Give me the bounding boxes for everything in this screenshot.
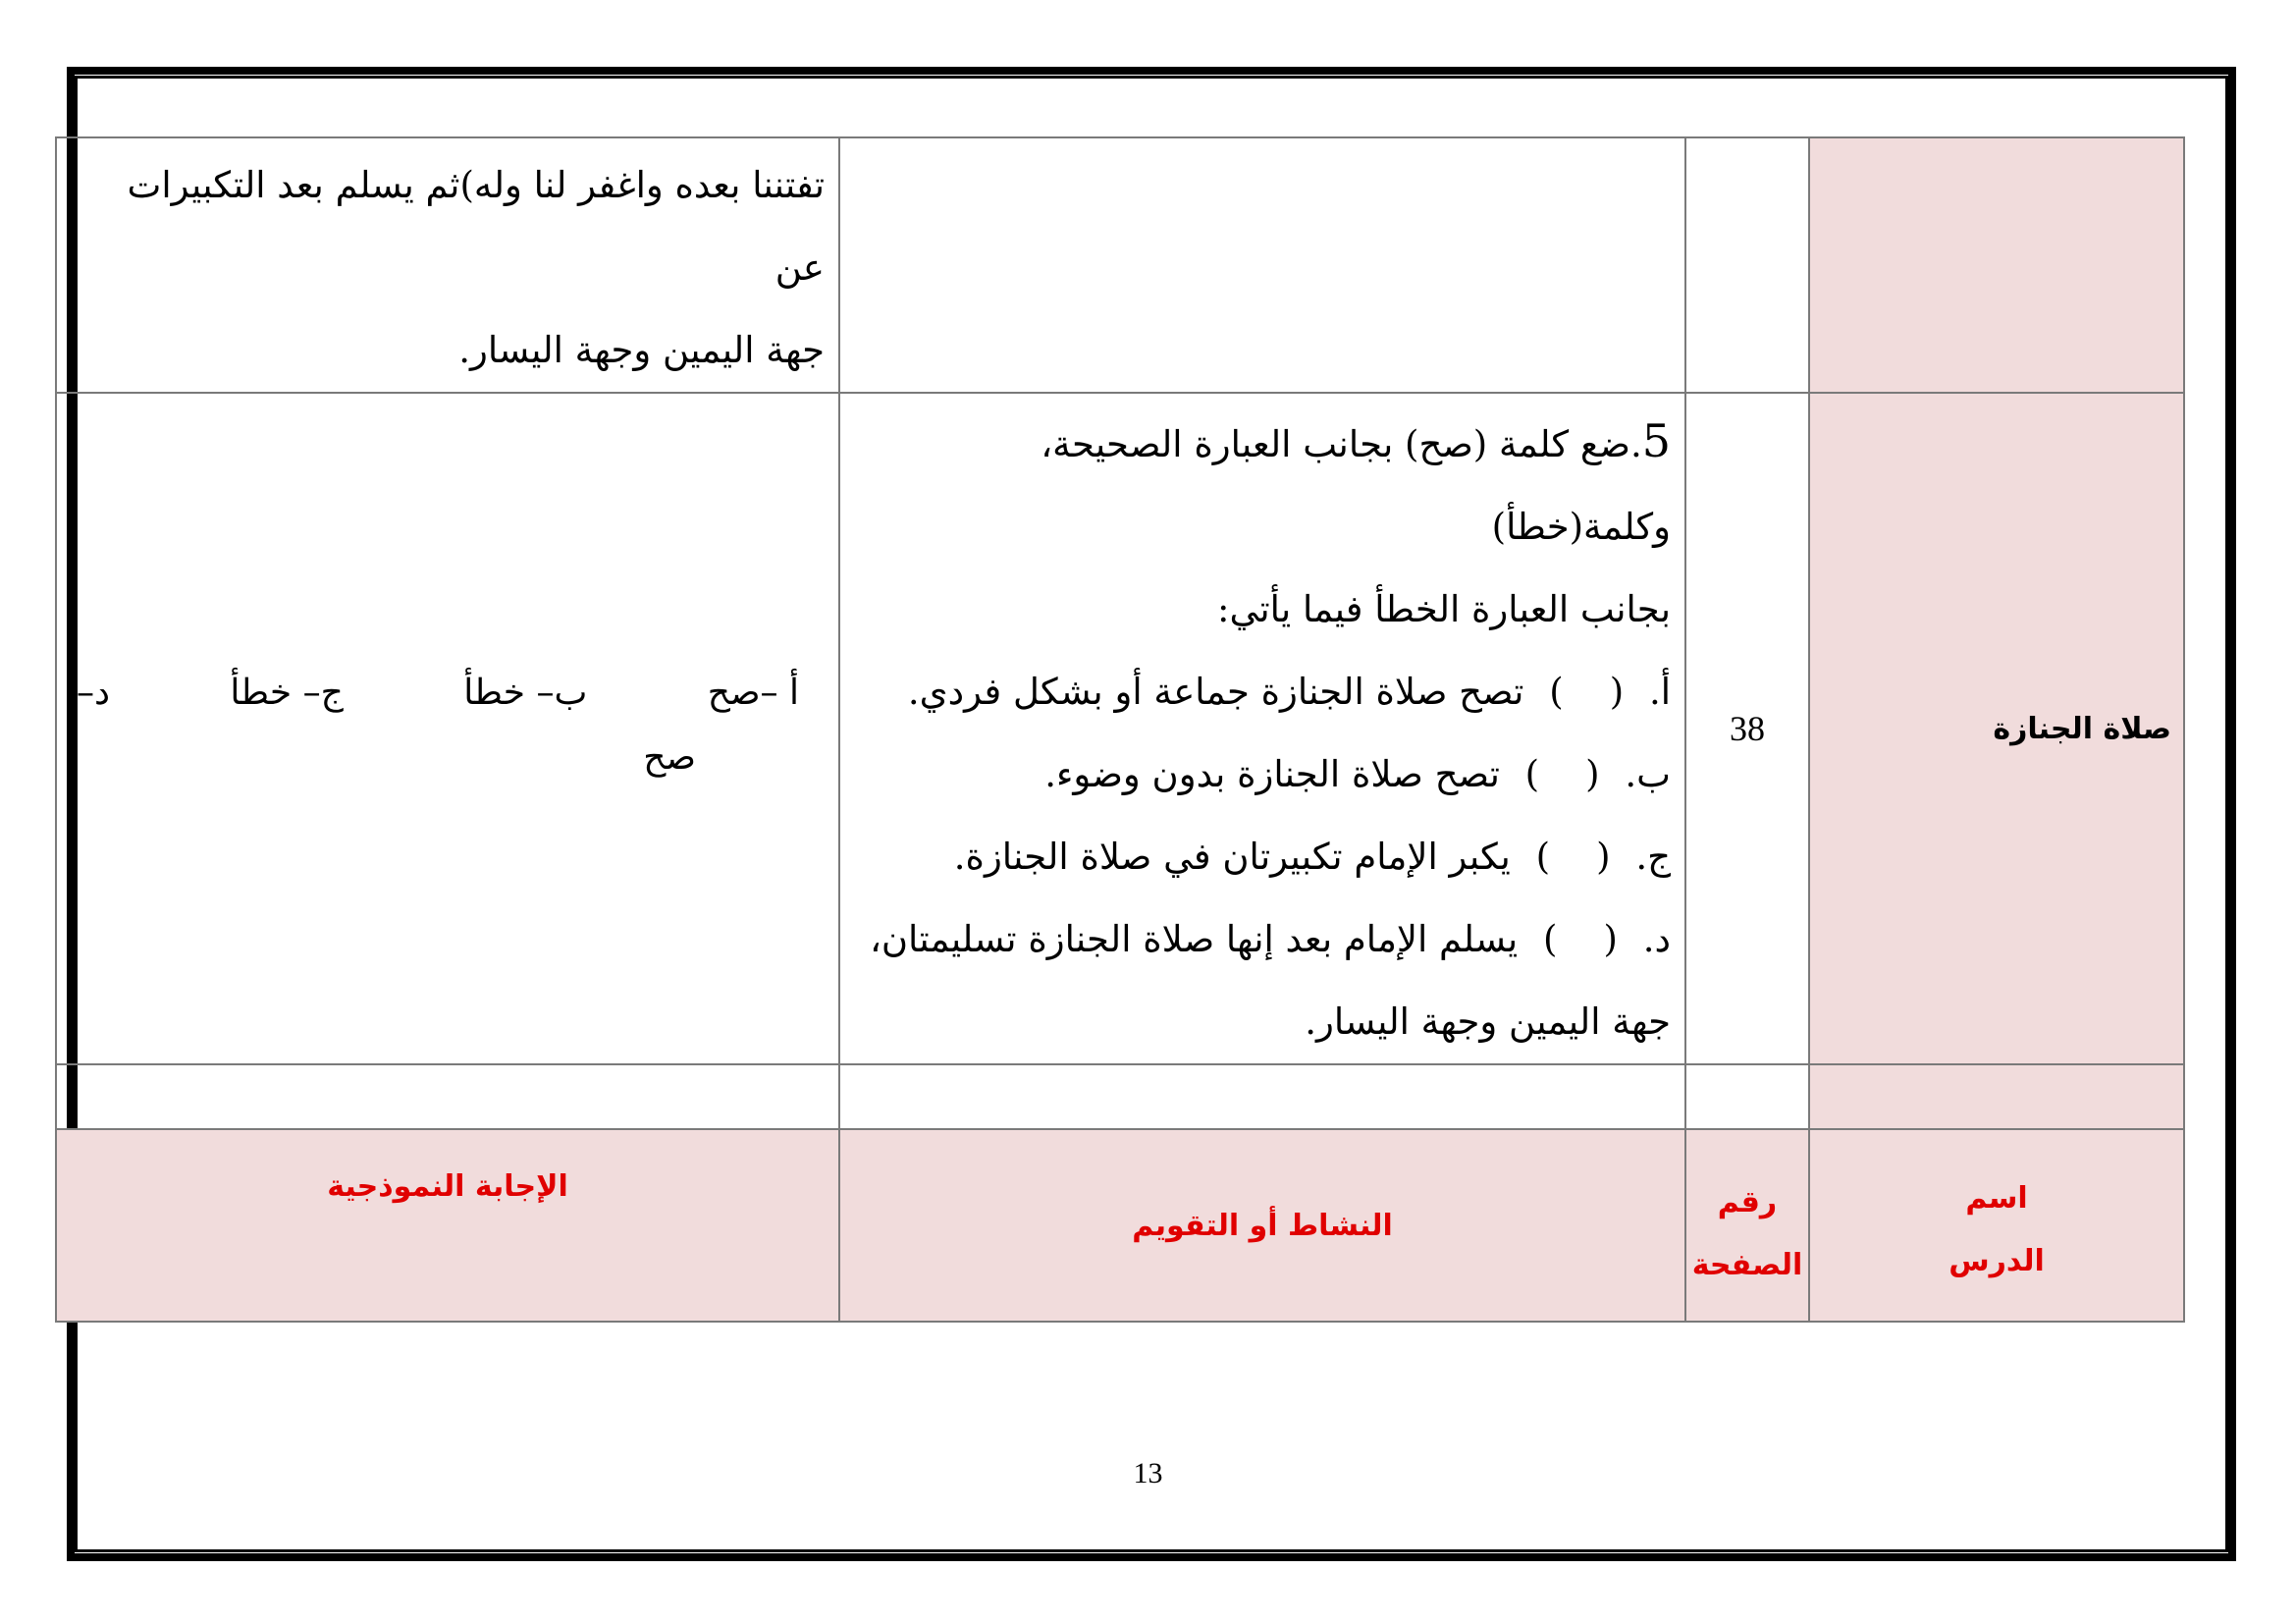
- item-letter: ب.: [1625, 753, 1671, 795]
- model-answer-cell-empty: [56, 1064, 839, 1129]
- table-row-continuation: [56, 137, 2184, 393]
- answer-blank: ( ): [1549, 671, 1625, 713]
- item-text: يسلم الإمام بعد إنها صلاة الجنازة تسليمتان،: [869, 918, 1519, 960]
- lesson-name-cell: صلاة الجنازة: [1809, 393, 2184, 1064]
- table-row-question-5: [56, 393, 2184, 1064]
- model-answer-cell: [56, 393, 839, 1064]
- page-number-cell: 38: [1685, 393, 1809, 1064]
- answer-line-2: جهة اليمين وجهة اليسار.: [458, 329, 825, 371]
- question-item-c: [840, 816, 1684, 898]
- answer-line-1: تفتننا بعده واغفر لنا وله)ثم يسلم بعد التكبيرات عن: [127, 164, 825, 289]
- answer-c: ج– خطأ: [230, 673, 344, 713]
- activity-cell-empty: [839, 137, 1685, 393]
- header-lesson-name: [1809, 1129, 2184, 1322]
- answers-row: [77, 661, 799, 726]
- page-number-cell-empty: [1685, 137, 1809, 393]
- item-text: تصح صلاة الجنازة جماعة أو بشكل فردي.: [907, 671, 1524, 713]
- lesson-name-cell-empty: [1809, 137, 2184, 393]
- header-page-number: [1685, 1129, 1809, 1322]
- table-header-row: [56, 1129, 2184, 1322]
- table-row-empty: [56, 1064, 2184, 1129]
- answer-d-value: صح: [643, 737, 696, 778]
- answer-blank: ( ): [1543, 918, 1618, 960]
- answer-d: د–: [77, 673, 111, 713]
- question-item-b: [840, 733, 1684, 816]
- header-model-answer: الإجابة النموذجية: [56, 1129, 839, 1322]
- question-item-a: [840, 651, 1684, 733]
- question-text-line2: بجانب العبارة الخطأ فيما يأتي:: [1217, 588, 1671, 630]
- answer-a: أ –صح: [707, 673, 799, 713]
- header-lesson-name-line1: اسم: [1965, 1181, 2028, 1216]
- question-item-d: [840, 898, 1684, 981]
- item-letter: أ.: [1648, 671, 1671, 713]
- question-number: 5: [1641, 414, 1671, 467]
- item-letter: د.: [1642, 918, 1671, 960]
- answer-b: ب– خطأ: [463, 673, 588, 713]
- question-title: [840, 394, 1684, 568]
- lesson-name-cell-empty: [1809, 1064, 2184, 1129]
- item-text: تصح صلاة الجنازة بدون وضوء.: [1044, 753, 1500, 795]
- model-answer-cell: [56, 137, 839, 393]
- question-item-tail: جهة اليمين وجهة اليسار.: [1305, 1001, 1671, 1043]
- answer-blank: ( ): [1524, 753, 1600, 795]
- item-text: يكبر الإمام تكبيرتان في صلاة الجنازة.: [953, 836, 1511, 878]
- lesson-table: [55, 136, 2185, 1323]
- page-number-cell-empty: [1685, 1064, 1809, 1129]
- item-letter: ج.: [1635, 836, 1671, 878]
- header-page-number-line1: رقم: [1717, 1185, 1778, 1219]
- header-lesson-name-line2: الدرس: [1949, 1244, 2045, 1278]
- answers-block: [57, 394, 838, 790]
- answer-blank: ( ): [1535, 836, 1611, 878]
- page-number: 13: [1133, 1457, 1163, 1489]
- header-page-number-line2: الصفحة: [1691, 1248, 1803, 1282]
- question-text-line1: .ضع كلمة (صح) بجانب العبارة الصحيحة، وكلمة(خطأ): [1041, 423, 1671, 548]
- answer-continuation: [57, 138, 838, 392]
- header-activity: النشاط أو التقويم: [839, 1129, 1685, 1322]
- activity-cell-empty: [839, 1064, 1685, 1129]
- activity-cell: [839, 393, 1685, 1064]
